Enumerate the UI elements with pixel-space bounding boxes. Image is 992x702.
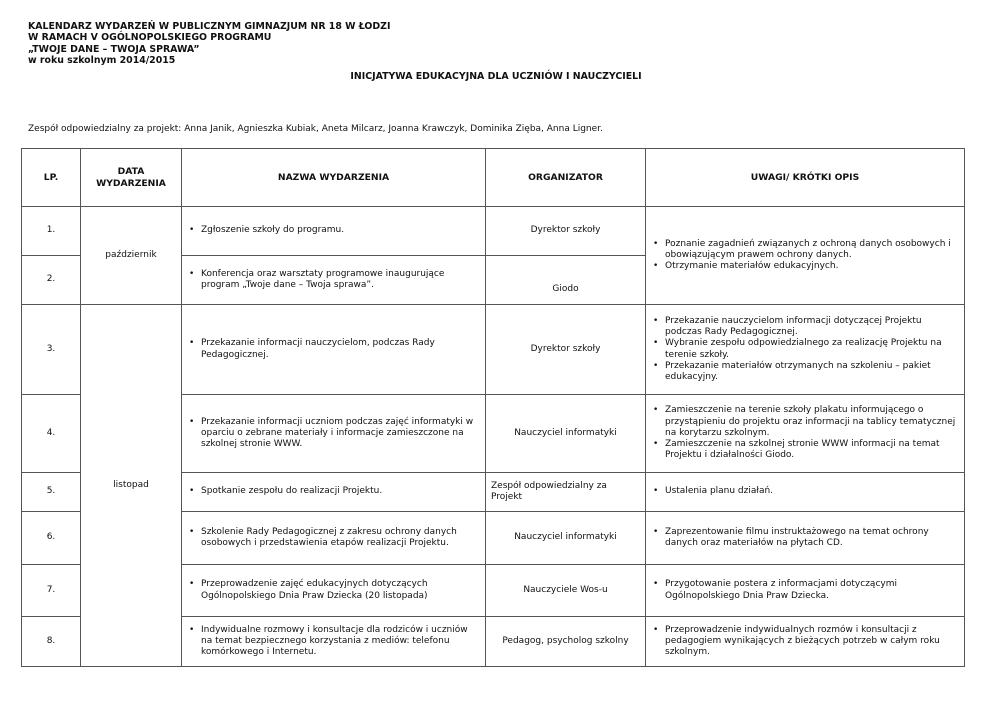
event-item: • Indywidualne rozmowy i konsultacje dla rodziców i uczniów na temat bezpiecznego korzystania z mediów: telefonu komórkowego i Internetu. — [201, 625, 480, 659]
notes-cell — [646, 207, 965, 305]
heading-line-1: KALENDARZ WYDARZEŃ W PUBLICZNYM GIMNAZJUM NR 18 W ŁODZI — [28, 21, 391, 32]
table-header-row — [22, 149, 965, 207]
row-lp: 4. — [22, 395, 81, 473]
event-item: • Przeprowadzenie zajęć edukacyjnych dotyczących Ogólnopolskiego Dnia Praw Dziecka (20 listopada) — [201, 579, 480, 601]
header-name: NAZWA WYDARZENIA — [182, 149, 486, 207]
note-item: • Ustalenia planu działań. — [665, 486, 959, 497]
event-cell — [182, 617, 486, 667]
note-item: • Przekazanie nauczycielom informacji dotyczącej Projektu podczas Rady Pedagogicznej. — [665, 316, 959, 338]
document-heading — [28, 21, 390, 66]
notes-cell — [646, 565, 965, 617]
note-item: • Zamieszczenie na terenie szkoły plakatu informującego o przystąpieniu do projektu oraz informacji na tablicy tematycznej na korytarzu szkolnym. — [665, 405, 959, 439]
header-lp: LP. — [22, 149, 81, 207]
row-lp: 8. — [22, 617, 81, 667]
document-subtitle: INICJATYWA EDUKACYJNA DLA UCZNIÓW I NAUCZYCIELI — [350, 71, 642, 82]
row-lp: 7. — [22, 565, 81, 617]
note-item: • Zamieszczenie na szkolnej stronie WWW informacji na temat Projektu i działalności Giodo. — [665, 439, 959, 461]
heading-line-4: w roku szkolnym 2014/2015 — [28, 54, 176, 66]
table-row — [22, 305, 965, 395]
header-notes: UWAGI/ KRÓTKI OPIS — [646, 149, 965, 207]
event-item: • Szkolenie Rady Pedagogicznej z zakresu ochrony danych osobowych i przedstawienia etapów realizacji Projektu. — [201, 527, 480, 549]
event-cell — [182, 305, 486, 395]
event-item: • Przekazanie informacji nauczycielom, podczas Rady Pedagogicznej. — [201, 338, 480, 360]
notes-cell — [646, 473, 965, 512]
note-item: • Przygotowanie postera z informacjami dotyczącymi Ogólnopolskiego Dnia Praw Dziecka. — [665, 579, 959, 601]
heading-line-2: W RAMACH V OGÓLNOPOLSKIEGO PROGRAMU — [28, 32, 272, 44]
month-cell: październik — [81, 207, 182, 305]
note-item: • Otrzymanie materiałów edukacyjnych. — [665, 261, 959, 272]
note-item: • Zaprezentowanie filmu instruktażowego na temat ochrony danych oraz materiałów na płytach CD. — [665, 527, 959, 549]
note-item: • Poznanie zagadnień związanych z ochroną danych osobowych i obowiązującym prawem ochrony danych. — [665, 239, 959, 261]
organizer-cell: Pedagog, psycholog szkolny — [486, 617, 646, 667]
event-cell — [182, 207, 486, 256]
event-item: • Konferencja oraz warsztaty programowe inaugurujące program „Twoje dane – Twoja sprawa”. — [201, 269, 480, 291]
organizer-cell: Nauczyciel informatyki — [486, 395, 646, 473]
event-cell — [182, 256, 486, 305]
row-lp: 1. — [22, 207, 81, 256]
header-organizer: ORGANIZATOR — [486, 149, 646, 207]
notes-cell — [646, 395, 965, 473]
heading-line-3: „TWOJE DANE – TWOJA SPRAWA” — [28, 43, 200, 55]
header-date: DATA WYDARZENIA — [81, 149, 182, 207]
notes-cell — [646, 512, 965, 565]
event-item: • Przekazanie informacji uczniom podczas zajęć informatyki w oparciu o zebrane materiały i informacje zamieszczone na szkolnej stronie WWW. — [201, 417, 480, 451]
table-row — [22, 207, 965, 256]
organizer-cell: Giodo — [486, 256, 646, 305]
event-cell — [182, 395, 486, 473]
team-line: Zespół odpowiedzialny za projekt: Anna Janik, Agnieszka Kubiak, Aneta Milcarz, Joanna Krawczyk, Dominika Zięba, Anna Ligner. — [28, 124, 603, 134]
note-item: • Wybranie zespołu odpowiedzialnego za realizację Projektu na terenie szkoły. — [665, 338, 959, 360]
event-item: • Zgłoszenie szkoły do programu. — [201, 225, 480, 236]
note-item: • Przekazanie materiałów otrzymanych na szkoleniu – pakiet edukacyjny. — [665, 361, 959, 383]
notes-cell — [646, 305, 965, 395]
event-cell — [182, 565, 486, 617]
row-lp: 3. — [22, 305, 81, 395]
event-cell — [182, 512, 486, 565]
organizer-cell: Nauczyciele Wos-u — [486, 565, 646, 617]
organizer-cell: Dyrektor szkoły — [486, 207, 646, 256]
event-item: • Spotkanie zespołu do realizacji Projektu. — [201, 486, 480, 497]
organizer-cell: Dyrektor szkoły — [486, 305, 646, 395]
note-item: • Przeprowadzenie indywidualnych rozmów i konsultacji z pedagogiem wynikających z bieżących potrzeb w całym roku szkolnym. — [665, 625, 959, 659]
organizer-cell: Nauczyciel informatyki — [486, 512, 646, 565]
organizer-cell: Zespół odpowiedzialny za Projekt — [486, 473, 646, 512]
events-table — [21, 148, 965, 667]
notes-cell — [646, 617, 965, 667]
row-lp: 6. — [22, 512, 81, 565]
row-lp: 5. — [22, 473, 81, 512]
event-cell — [182, 473, 486, 512]
month-cell: listopad — [81, 305, 182, 667]
row-lp: 2. — [22, 256, 81, 305]
